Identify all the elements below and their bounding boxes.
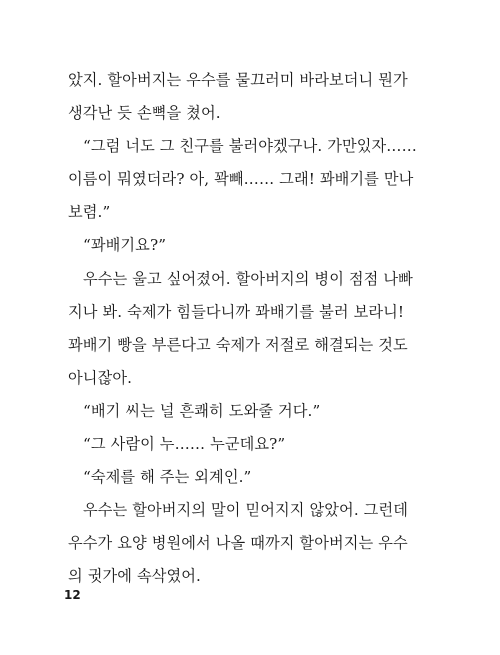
text-line: 우수가 요양 병원에서 나올 때까지 할아버지는 우수	[68, 534, 408, 553]
text-line: 보렴.”	[68, 203, 111, 222]
text-line: 아니잖아.	[68, 368, 133, 387]
body-text	[68, 64, 432, 594]
text-line: 우수는 할아버지의 말이 믿어지지 않았어. 그런데	[83, 501, 408, 520]
text-line: 우수는 울고 싶어졌어. 할아버지의 병이 점점 나빠	[83, 269, 413, 288]
text-line: “숙제를 해 주는 외계인.”	[83, 468, 252, 487]
text-line: 꽈배기 빵을 부른다고 숙제가 저절로 해결되는 것도	[68, 335, 408, 354]
text-line: 생각난 듯 손뼉을 쳤어.	[68, 104, 221, 123]
text-line: “배기 씨는 널 흔쾌히 도와줄 거다.”	[83, 401, 321, 420]
text-line: 의 귓가에 속삭였어.	[68, 567, 201, 586]
page-number: 12	[64, 588, 81, 602]
text-line: 이름이 뭐였더라? 아, 꽉빼…… 그래! 꽈배기를 만나	[68, 170, 414, 189]
text-line: “꽈배기요?”	[83, 236, 167, 255]
text-line: “그 사람이 누…… 누군데요?”	[83, 435, 286, 454]
text-line: 았지. 할아버지는 우수를 물끄러미 바라보더니 뭔가	[68, 71, 408, 89]
text-line: 지나 봐. 숙제가 힘들다니까 꽈배기를 불러 보라니!	[68, 302, 405, 321]
text-line: “그럼 너도 그 친구를 불러야겠구나. 가만있자……	[83, 137, 417, 156]
